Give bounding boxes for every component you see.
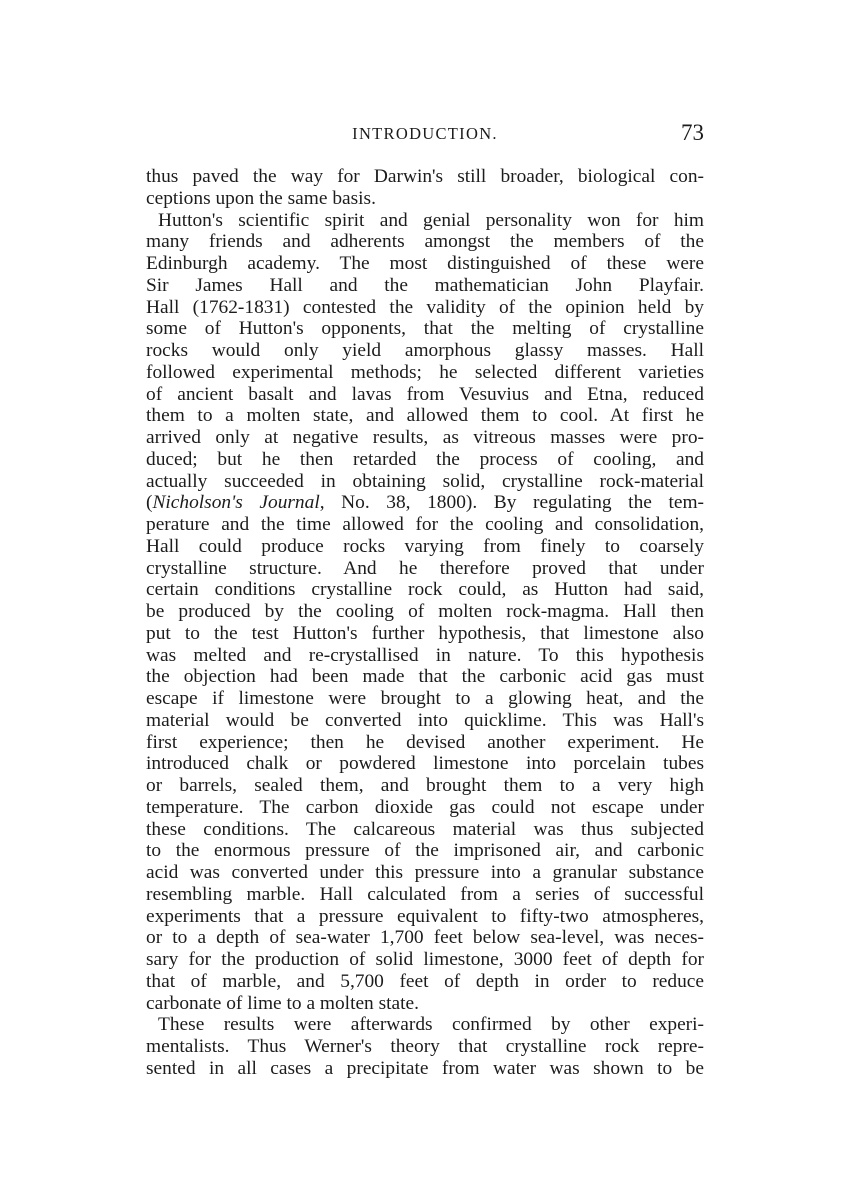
text-line: or barrels, sealed them, and brought them to a very high [146,775,704,796]
text-line: was melted and re-crystallised in nature. To this hypothesis [146,644,704,666]
text-line: carbonate of lime to a molten state. [146,992,419,1014]
text-line: of ancient basalt and lavas from Vesuvius and Etna, reduced [146,383,704,405]
text-line: sary for the production of solid limestone, 3000 feet of depth for [146,949,704,970]
text-line: acid was converted under this pressure into a granular substance [146,862,704,883]
journal-title: Nicholson's Journal [152,492,320,514]
text-line: temperature. The carbon dioxide gas could not escape under [146,796,704,818]
text-line: Edinburgh academy. The most distinguished of these were [146,253,704,274]
text-line: followed experimental methods; he selected different varieties [146,361,704,383]
text-line: perature and the time allowed for the cooling and consolidation, [146,514,704,535]
text-line: Hutton's scientific spirit and genial personality won for him [158,209,704,231]
running-title: INTRODUCTION. [352,124,498,143]
text-line: These results were afterwards confirmed by other experi- [158,1014,704,1036]
text-line: resembling marble. Hall calculated from a series of successful [146,883,704,905]
text-line: experiments that a pressure equivalent to fifty-two atmospheres, [146,905,704,927]
text-line: arrived only at negative results, as vitreous masses were pro- [146,427,704,448]
text-line: crystalline structure. And he therefore proved that under [146,557,704,579]
text-line: Sir James Hall and the mathematician John Playfair. [146,274,704,296]
text-line: be produced by the cooling of molten rock-magma. Hall then [146,601,704,622]
text-line: some of Hutton's opponents, that the melting of crystalline [146,318,704,340]
text-line: actually succeeded in obtaining solid, crystalline rock-material [146,470,704,492]
text-line: Hall could produce rocks varying from finely to coarsely [146,535,704,557]
text-line: thus paved the way for Darwin's still broader, biological con- [146,166,704,187]
text-line: escape if limestone were brought to a glowing heat, and the [146,688,704,709]
text-line: to the enormous pressure of the imprisoned air, and carbonic [146,840,704,862]
text-line: rocks would only yield amorphous glassy masses. Hall [146,340,704,361]
text-line: first experience; then he devised another experiment. He [146,731,704,753]
text-line: that of marble, and 5,700 feet of depth in order to reduce [146,970,704,992]
body-text [146,166,704,1080]
running-head [146,120,704,150]
text-line: put to the test Hutton's further hypothesis, that limestone also [146,622,704,644]
text-line: (Nicholson's Journal, No. 38, 1800). By regulating the tem- [146,492,704,514]
text-line: ceptions upon the same basis. [146,187,376,209]
text-line: or to a depth of sea-water 1,700 feet below sea-level, was neces- [146,927,704,949]
page-number: 73 [681,120,704,145]
text-line: Hall (1762-1831) contested the validity of the opinion held by [146,296,704,318]
text-line: the objection had been made that the carbonic acid gas must [146,666,704,688]
text-line: introduced chalk or powdered limestone into porcelain tubes [146,753,704,775]
text-line: material would be converted into quicklime. This was Hall's [146,709,704,731]
text-line: many friends and adherents amongst the members of the [146,231,704,253]
text-line: mentalists. Thus Werner's theory that crystalline rock repre- [146,1036,704,1057]
text-line: them to a molten state, and allowed them to cool. At first he [146,405,704,427]
text-line: duced; but he then retarded the process of cooling, and [146,448,704,470]
text-line: certain conditions crystalline rock could, as Hutton had said, [146,579,704,601]
text-line: these conditions. The calcareous material was thus subjected [146,818,704,840]
text-line: sented in all cases a precipitate from water was shown to be [146,1057,704,1079]
